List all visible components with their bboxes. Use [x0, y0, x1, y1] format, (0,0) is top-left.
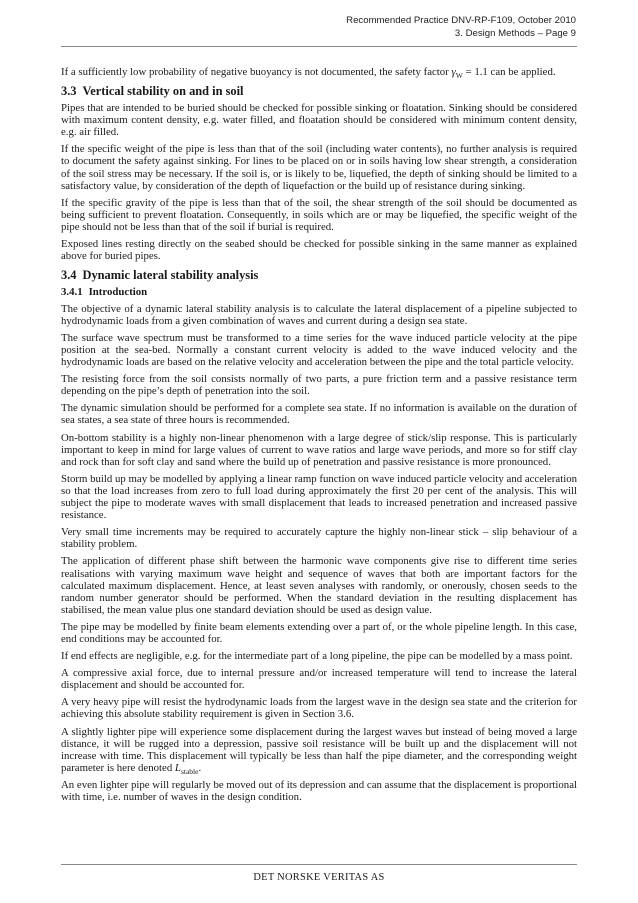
section-3-3-body	[61, 102, 577, 262]
body-paragraph: If the specific gravity of the pipe is less than that of the soil, the shear strength of the soil should be documented as being sufficient to prevent floatation. Consequently, in soils which are or may be liquefied, the specific weight of the pipe should not be less than that of the soil if burial is required.	[61, 196, 577, 233]
footer-publisher: DET NORSKE VERITAS AS	[253, 872, 385, 883]
even-lighter-pipe-paragraph: An even lighter pipe will regularly be moved out of its depression and can assume that the displacement is proportional with time, i.e. number of waves in the design condition.	[61, 778, 577, 803]
running-header	[346, 14, 576, 40]
page-body	[61, 66, 577, 808]
section-3-4-1-body	[61, 303, 577, 721]
section-3-4-1-heading: 3.4.1 Introduction	[61, 286, 148, 299]
body-paragraph: The surface wave spectrum must be transformed to a time series for the wave induced particle velocity at the pipe position at the sea-bed. Normally a constant current velocity is added to the wave induced velocity and the hydrodynamic loads are based on the relative velocity and acceleration between the pipe and the total particle velocity.	[61, 331, 577, 369]
body-paragraph: On-bottom stability is a highly non-linear phenomenon with a large degree of stick/slip response. This is particularly important to keep in mind for large values of current to wave ratios and large wave periods, and more so for stiff clay and rock than for soft clay and sand where the build up of penetration and passive resistance is more pronounced.	[61, 431, 577, 468]
body-paragraph: The application of different phase shift between the harmonic wave components give rise to different time series realisations with varying maximum wave height and sequence of waves that both are important factors for the calculated maximum displacement. Hence, at least seven analyses with randomly, or onerously, chosen seeds to the random number generator should be performed. When the standard deviation in the resulting displacement has stabilised, the mean value plus one standard deviation should be used as design value.	[61, 555, 577, 616]
header-page-ref: 3. Design Methods – Page 9	[454, 28, 576, 39]
body-paragraph: If the specific weight of the pipe is less than that of the soil (including water contents), no further analysis is required to document the safety against sinking. For lines to be placed on or in soils having low shear strength, a consideration of the soil stress may be necessary. If the soil is, or is likely to be, liquefied, the depth of sinking should be limited to a satisfactory value, by consideration of the depth of liquefaction or the build up of resistance during sinking.	[61, 143, 577, 192]
body-paragraph: The objective of a dynamic lateral stability analysis is to calculate the lateral displacement of a pipeline subjected to hydrodynamic loads from a given combination of waves and current during a design sea state.	[61, 302, 577, 327]
header-divider	[61, 46, 577, 47]
body-paragraph: The dynamic simulation should be performed for a complete sea state. If no information is available on the duration of sea states, a sea state of three hours is recommended.	[61, 402, 577, 427]
body-paragraph: The resisting force from the soil consists normally of two parts, a pure friction term and a passive resistance term depending on the pipe’s depth of penetration into the soil.	[61, 373, 577, 398]
section-3-4-heading: 3.4 Dynamic lateral stability analysis	[61, 268, 259, 283]
header-title: Recommended Practice DNV-RP-F109, October 2010	[346, 15, 576, 26]
buoyancy-paragraph: If a sufficiently low probability of negative buoyancy is not documented, the safety factor $\gamma_W = 1.1$ can be applied.	[61, 66, 556, 81]
lighter-pipe-paragraph: A slightly lighter pipe will experience some displacement during the largest waves but instead of being moved a large distance, it will be rugged into a depression, passive soil resistance will be built up and the displacement will not increase with time. This displacement will typically be less than half the pipe diameter, and the corresponding weight parameter is here denoted $L_{stable}$.	[61, 725, 577, 776]
body-paragraph: A very heavy pipe will resist the hydrodynamic loads from the largest wave in the design sea state and the criterion for achieving this absolute stability requirement is given in Section 3.6.	[61, 696, 577, 721]
body-paragraph: If end effects are negligible, e.g. for the intermediate part of a long pipeline, the pipe can be modelled by a mass point.	[61, 650, 573, 663]
body-paragraph: Exposed lines resting directly on the seabed should be checked for possible sinking in the same manner as explained above for buried pipes.	[61, 238, 577, 263]
body-paragraph: Pipes that are intended to be buried should be checked for possible sinking or floatation. Sinking should be considered with maximum content density, e.g. water filled, and floatation should be considered with minimum content density, e.g. air filled.	[61, 102, 577, 139]
body-paragraph: Storm build up may be modelled by applying a linear ramp function on wave induced particle velocity and acceleration so that the load increases from zero to full load during approximately the first 20 per cent of the analysis. This will subject the pipe to moderate waves with small displacement that leads to increased penetration and increased passive resistance.	[61, 472, 577, 522]
body-paragraph: A compressive axial force, due to internal pressure and/or increased temperature will tend to increase the lateral displacement and should be accounted for.	[61, 667, 577, 692]
section-3-3-heading: 3.3 Vertical stability on and in soil	[61, 84, 244, 99]
body-paragraph: Very small time increments may be required to accurately capture the highly non-linear stick – slip behaviour of a stability problem.	[61, 526, 577, 551]
footer-divider	[61, 864, 577, 865]
body-paragraph: The pipe may be modelled by finite beam elements extending over a part of, or the whole pipeline length. In this case, end conditions may be accounted for.	[61, 620, 577, 645]
